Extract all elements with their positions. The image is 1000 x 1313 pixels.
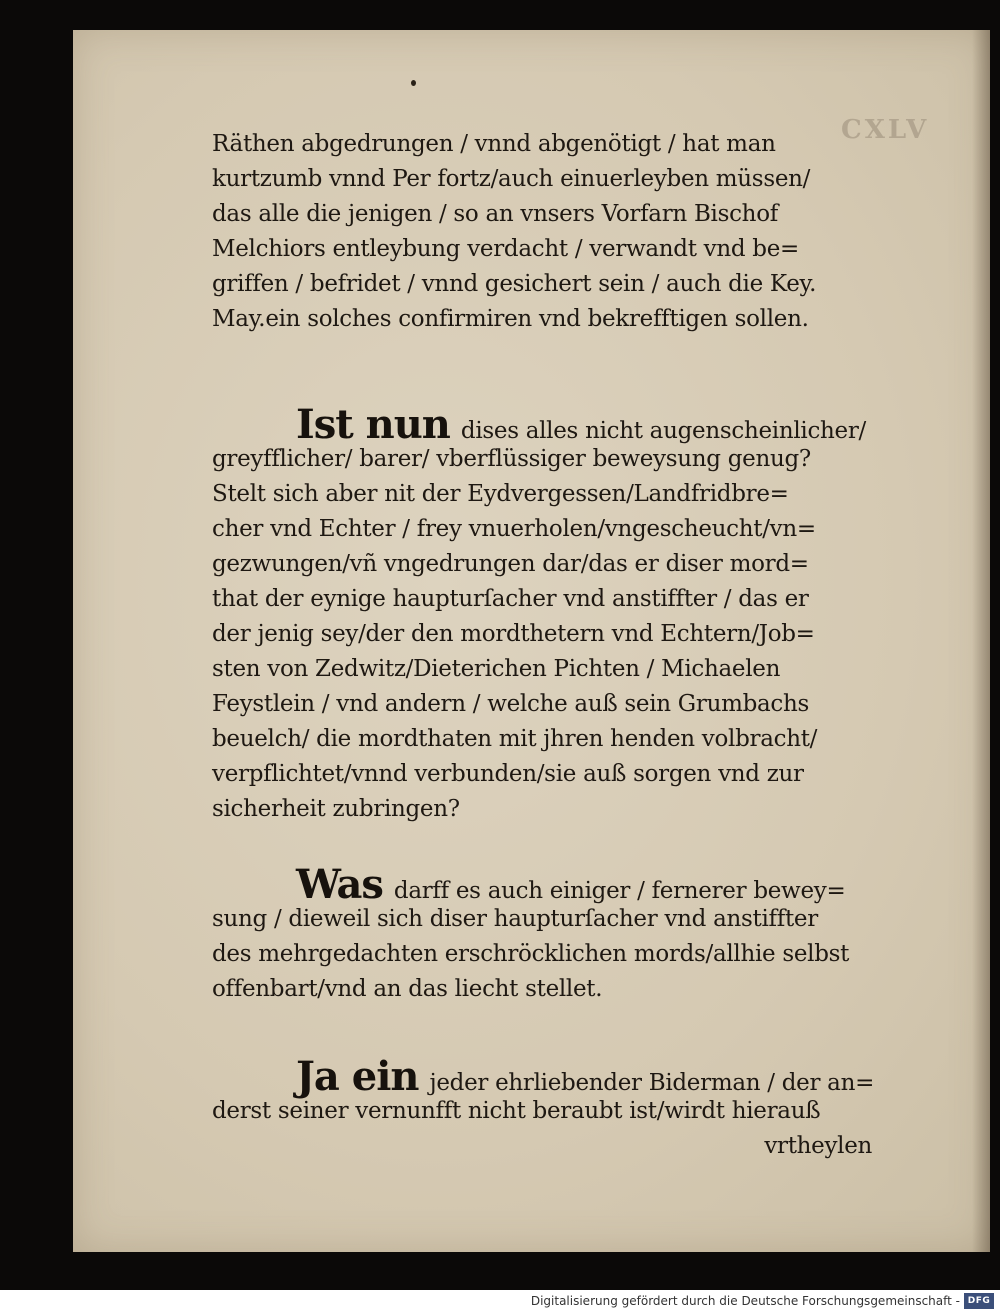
funding-credit: Digitalisierung gefördert durch die Deutsche Forschungsgemeinschaft -	[530, 1294, 960, 1308]
dfg-logo-icon: DFG	[964, 1293, 994, 1309]
text-line: kurtzumb vnnd Per fortz/auch einuerleyben müssen/	[212, 166, 811, 192]
text-line: derst seiner vernunfft nicht beraubt ist/wirdt hierauß	[212, 1098, 821, 1124]
text-line: darff es auch einiger / fernerer bewey=	[393, 878, 846, 904]
text-line-with-initial	[212, 401, 866, 448]
text-line: das alle die jenigen / so an vnsers Vorfarn Bischof	[212, 201, 778, 227]
text-line: verpflichtet/vnnd verbunden/sie auß sorgen vnd zur	[212, 761, 804, 787]
text-line: May.ein solches confirmiren vnd bekrefftigen sollen.	[212, 306, 809, 332]
text-line: Feystlein / vnd andern / welche auß sein Grumbachs	[212, 691, 810, 717]
text-line: Räthen abgedrungen / vnnd abgenötigt / hat man	[212, 131, 776, 157]
catchword: vrtheylen	[764, 1133, 873, 1159]
text-line: greyfflicher/ barer/ vberflüssiger beweysung genug?	[212, 446, 811, 472]
initial-words: Was	[296, 861, 383, 908]
page-gutter-shadow	[972, 30, 990, 1252]
text-line: jeder ehrliebender Biderman / der an=	[429, 1070, 875, 1096]
text-line: that der eynige haupturſacher vnd anstiffter / das er	[212, 586, 809, 612]
initial-words: Ist nun	[296, 401, 450, 448]
paragraph-3	[212, 861, 850, 1007]
text-line: der jenig sey/der den mordthetern vnd Echtern/Job=	[212, 621, 815, 647]
text-line: beuelch/ die mordthaten mit jhren henden volbracht/	[212, 726, 818, 752]
text-line: des mehrgedachten erschröcklichen mords/allhie selbst	[212, 941, 850, 967]
text-line: offenbart/vnd an das liecht stellet.	[212, 976, 603, 1002]
initial-words: Ja ein	[296, 1053, 419, 1100]
paragraph-1	[212, 127, 816, 337]
text-line-with-initial	[212, 861, 849, 908]
footer-bar	[0, 1290, 1000, 1313]
text-line: Stelt sich aber nit der Eydvergessen/Landfridbre=	[212, 481, 789, 507]
text-line: griffen / befridet / vnnd gesichert sein / auch die Key.	[212, 271, 817, 297]
paragraph-2	[212, 401, 866, 827]
text-line: gezwungen/vñ vngedrungen dar/das er diser mord=	[212, 551, 809, 577]
text-line: Melchiors entleybung verdacht / verwandt vnd be=	[212, 236, 800, 262]
text-line: dises alles nicht augenscheinlicher/	[460, 418, 866, 444]
text-line-with-initial	[212, 1053, 875, 1100]
text-line: sten von Zedwitz/Dieterichen Pichten / Michaelen	[212, 656, 781, 682]
text-line: sung / dieweil sich diser haupturſacher vnd anstiffter	[212, 906, 818, 932]
text-line: cher vnd Echter / frey vnuerholen/vngescheucht/vn=	[212, 516, 816, 542]
text-line: sicherheit zubringen?	[212, 796, 460, 822]
paragraph-4	[212, 1053, 875, 1164]
page-header-mark: CXLV	[841, 115, 930, 145]
ink-dot	[411, 80, 416, 86]
